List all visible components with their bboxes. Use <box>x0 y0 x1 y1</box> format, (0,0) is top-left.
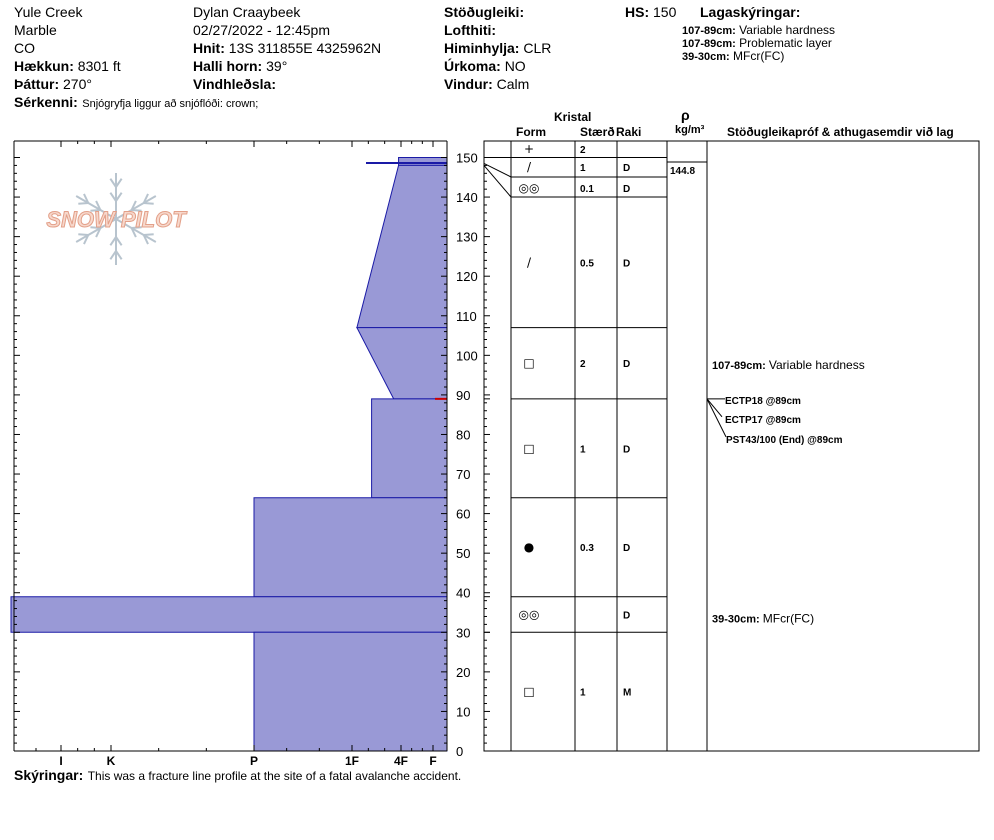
layer-comment: 39-30cm: MFcr(FC) <box>712 611 815 626</box>
test-pointer <box>707 399 726 437</box>
wind-value: Calm <box>496 76 530 92</box>
size-header: Stærð <box>580 125 615 139</box>
precip-value: NO <box>504 58 526 74</box>
footer-text: This was a fracture line profile at the site of a fatal avalanche accident. <box>87 769 462 783</box>
y-tick-label: 150 <box>456 150 478 166</box>
y-tick-label: 0 <box>456 744 464 759</box>
location-name: Yule Creek <box>14 4 83 20</box>
snowflake-branch <box>144 234 154 235</box>
moisture-code: D <box>623 610 631 622</box>
grain-form-symbol: ◎◎ <box>518 181 540 195</box>
features-value: Snjógryfja liggur að snjóflóði: crown; <box>82 98 259 110</box>
wind-label: Vindur: <box>444 76 493 92</box>
grain-size: 1 <box>580 163 586 174</box>
aspect-label: Þáttur: <box>14 76 60 92</box>
hs-label: HS: <box>625 4 650 20</box>
layer-note-range: 39-30cm: <box>682 51 730 63</box>
hardness-layer <box>254 498 447 597</box>
elevation-label: Hækkun: <box>14 58 74 74</box>
stability-test-text: ECTP18 @89cm <box>725 395 801 407</box>
form-header: Form <box>516 125 546 139</box>
grain-form-symbol: □ <box>523 356 535 371</box>
density-value: 144.8 <box>670 166 696 177</box>
grain-form-symbol: □ <box>523 441 535 456</box>
moisture-code: D <box>623 184 631 195</box>
rho-header: ρ <box>681 107 690 123</box>
grain-size: 2 <box>580 359 586 371</box>
snowflake-branch <box>78 203 88 204</box>
grain-form-symbol: ◎◎ <box>518 607 540 622</box>
y-tick-label: 30 <box>456 625 471 641</box>
layer-note-range: 107-89cm: <box>682 38 736 50</box>
grain-size: 0.1 <box>580 184 594 195</box>
aspect-value: 270° <box>63 76 92 92</box>
y-tick-label: 20 <box>456 664 471 680</box>
hardness-label: F <box>429 754 437 768</box>
hardness-layer <box>372 399 447 498</box>
y-tick-label: 140 <box>456 190 478 206</box>
sky-label: Himinhylja: <box>444 40 520 56</box>
y-tick-label: 50 <box>456 546 471 562</box>
layer-note-text: MFcr(FC) <box>733 49 785 63</box>
layer-note-text: Problematic layer <box>739 36 832 50</box>
grain-size: 0.5 <box>580 258 594 270</box>
kristal-header: Kristal <box>554 110 592 124</box>
grain-form-symbol: ● <box>523 540 535 555</box>
hardness-label: 1F <box>344 754 360 768</box>
state-name: CO <box>14 40 35 56</box>
layer-note-range: 107-89cm: <box>682 25 736 37</box>
density-unit-header: kg/m³ <box>675 124 705 136</box>
grain-form-symbol: + <box>523 142 535 156</box>
air-temp-label: Lofthiti: <box>444 22 497 38</box>
moisture-code: D <box>623 444 631 456</box>
moisture-code: D <box>623 543 631 555</box>
y-tick-label: 70 <box>456 467 471 483</box>
y-tick-label: 80 <box>456 427 471 443</box>
grain-form-symbol: / <box>526 160 532 174</box>
hardness-label: 4F <box>393 754 409 768</box>
moisture-code: M <box>623 687 632 699</box>
logo-text: SNOW PILOT <box>46 207 186 232</box>
observation-datetime: 02/27/2022 - 12:45pm <box>193 22 330 38</box>
hardness-layer <box>254 632 447 751</box>
y-tick-label: 130 <box>456 229 478 245</box>
wind-loading-label: Vindhleðsla: <box>193 76 276 92</box>
footer-row <box>14 768 461 784</box>
y-tick-label: 90 <box>456 387 471 403</box>
moisture-code: D <box>623 258 631 270</box>
grain-size: 1 <box>580 687 586 699</box>
precip-label: Úrkoma: <box>444 58 501 74</box>
layer-notes-title: Lagaskýringar: <box>700 4 801 20</box>
hardness-layer <box>357 165 447 327</box>
moisture-code: D <box>623 359 631 371</box>
slope-label: Halli horn: <box>193 58 263 74</box>
hardness-label: I <box>59 754 63 768</box>
y-tick-label: 100 <box>456 348 478 364</box>
y-tick-label: 60 <box>456 506 471 522</box>
snowflake-branch <box>144 203 154 204</box>
observer-name: Dylan Craaybeek <box>193 4 301 20</box>
coords-value: 13S 311855E 4325962N <box>228 40 382 56</box>
tests-header: Stöðugleikapróf & athugasemdir við lag <box>727 125 954 139</box>
stability-label: Stöðugleiki: <box>444 4 525 20</box>
stability-test-text: ECTP17 @89cm <box>725 414 801 426</box>
hs-value: 150 <box>653 4 677 20</box>
region-name: Marble <box>14 22 57 38</box>
coords-label: Hnit: <box>193 40 225 56</box>
stability-test-text: PST43/100 (End) @89cm <box>726 434 843 446</box>
hardness-layer <box>11 597 447 633</box>
grain-form-symbol: / <box>526 255 532 270</box>
hardness-label: P <box>249 754 259 768</box>
y-tick-label: 40 <box>456 585 471 601</box>
elevation-value: 8301 ft <box>77 58 121 74</box>
slope-value: 39° <box>266 58 288 74</box>
table-border <box>484 141 979 751</box>
moisture-header: Raki <box>616 125 642 139</box>
hardness-layer <box>399 158 447 166</box>
grain-size: 2 <box>580 145 586 156</box>
hardness-layer <box>357 328 447 399</box>
grain-size: 0.3 <box>580 543 594 555</box>
hardness-label: K <box>106 754 116 768</box>
grain-form-symbol: □ <box>523 684 535 699</box>
features-label: Sérkenni: <box>14 94 78 110</box>
snowflake-branch <box>78 234 88 235</box>
layer-note-text: Variable hardness <box>739 23 836 37</box>
y-tick-label: 110 <box>456 308 477 324</box>
snowpilot-logo <box>46 173 187 265</box>
y-tick-label: 120 <box>456 269 478 285</box>
layer-comment: 107-89cm: Variable hardness <box>712 358 865 373</box>
y-tick-label: 10 <box>456 704 471 720</box>
footer-label: Skýringar: <box>14 767 84 783</box>
sky-value: CLR <box>523 40 552 56</box>
grain-size: 1 <box>580 444 586 456</box>
moisture-code: D <box>623 163 631 174</box>
